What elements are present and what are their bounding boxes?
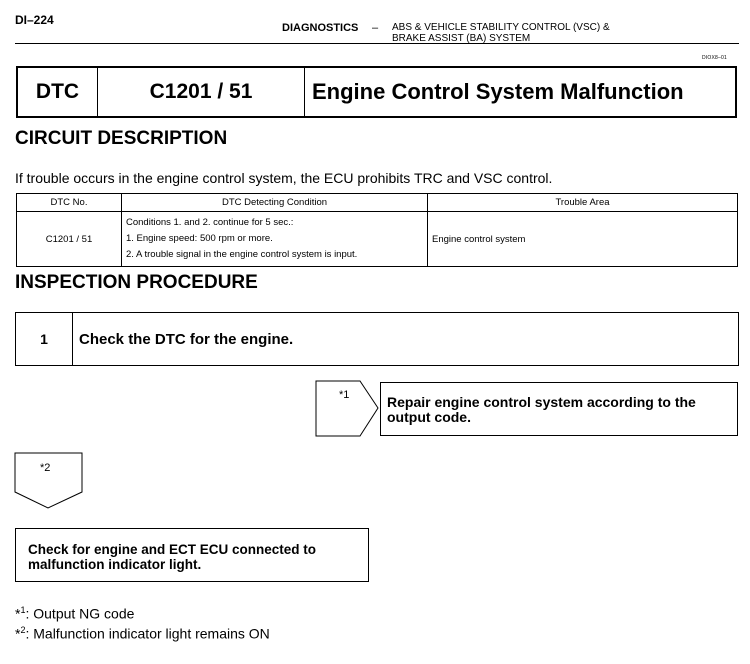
check-ecu-box	[15, 528, 369, 582]
condition-line: Conditions 1. and 2. continue for 5 sec.:	[126, 217, 294, 228]
footnote-text: : Malfunction indicator light remains ON	[25, 625, 270, 642]
footnote-text: : Output NG code	[25, 605, 135, 622]
footnote-number: 1	[20, 605, 26, 615]
repair-result-line1: Repair engine control system according to the	[387, 394, 696, 410]
branch-arrow-down	[14, 452, 84, 510]
repair-result-box	[380, 382, 738, 436]
table-header-condition: DTC Detecting Condition	[122, 194, 428, 212]
table-cell-dtc: C1201 / 51	[17, 212, 122, 267]
footnote-star: *	[15, 625, 21, 642]
doc-code: DIOX8–01	[702, 55, 727, 61]
dtc-name: Engine Control System Malfunction	[312, 79, 684, 104]
table-cell-condition	[122, 212, 428, 267]
circuit-description-title: CIRCUIT DESCRIPTION	[15, 128, 228, 149]
header-title-line2: BRAKE ASSIST (BA) SYSTEM	[392, 33, 531, 44]
step-1-box	[15, 312, 739, 366]
footnote-number: 2	[20, 625, 26, 635]
footnote-2	[15, 625, 270, 642]
footnote-star: *	[15, 605, 21, 622]
table-header-trouble-area: Trouble Area	[428, 194, 738, 212]
dtc-table	[16, 193, 738, 267]
condition-line: 1. Engine speed: 500 rpm or more.	[126, 233, 273, 244]
header-rule	[15, 43, 739, 44]
table-header-dtc-no: DTC No.	[17, 194, 122, 212]
circuit-description-text: If trouble occurs in the engine control system, the ECU prohibits TRC and VSC control.	[15, 170, 553, 186]
dtc-code: C1201 / 51	[98, 68, 305, 116]
table-row	[17, 212, 738, 267]
inspection-procedure-title: INSPECTION PROCEDURE	[15, 272, 258, 293]
check-line1: Check for engine and ECT ECU connected to	[28, 542, 317, 557]
dtc-label: DTC	[18, 68, 98, 116]
step-number: 1	[16, 313, 73, 365]
header-category: DIAGNOSTICS	[282, 22, 359, 34]
repair-result-line2: output code.	[387, 409, 471, 425]
ng-code-marker	[339, 389, 349, 401]
branch-arrow-right	[315, 380, 385, 438]
header-title	[392, 22, 610, 44]
footnote-1	[15, 605, 134, 622]
ng-marker-text: *1	[339, 389, 350, 401]
mil-on-marker	[40, 462, 50, 474]
mil-marker-text: *2	[40, 462, 51, 474]
page-id: DI–224	[15, 13, 54, 27]
dtc-title-box	[16, 66, 737, 118]
header-title-line1: ABS & VEHICLE STABILITY CONTROL (VSC) &	[392, 22, 610, 33]
step-text: Check the DTC for the engine.	[79, 330, 294, 348]
table-header-row	[17, 194, 738, 212]
check-line2: malfunction indicator light.	[28, 557, 202, 572]
header-separator: –	[372, 22, 379, 34]
table-cell-trouble-area: Engine control system	[428, 212, 738, 267]
condition-line: 2. A trouble signal in the engine control system is input.	[126, 249, 358, 260]
